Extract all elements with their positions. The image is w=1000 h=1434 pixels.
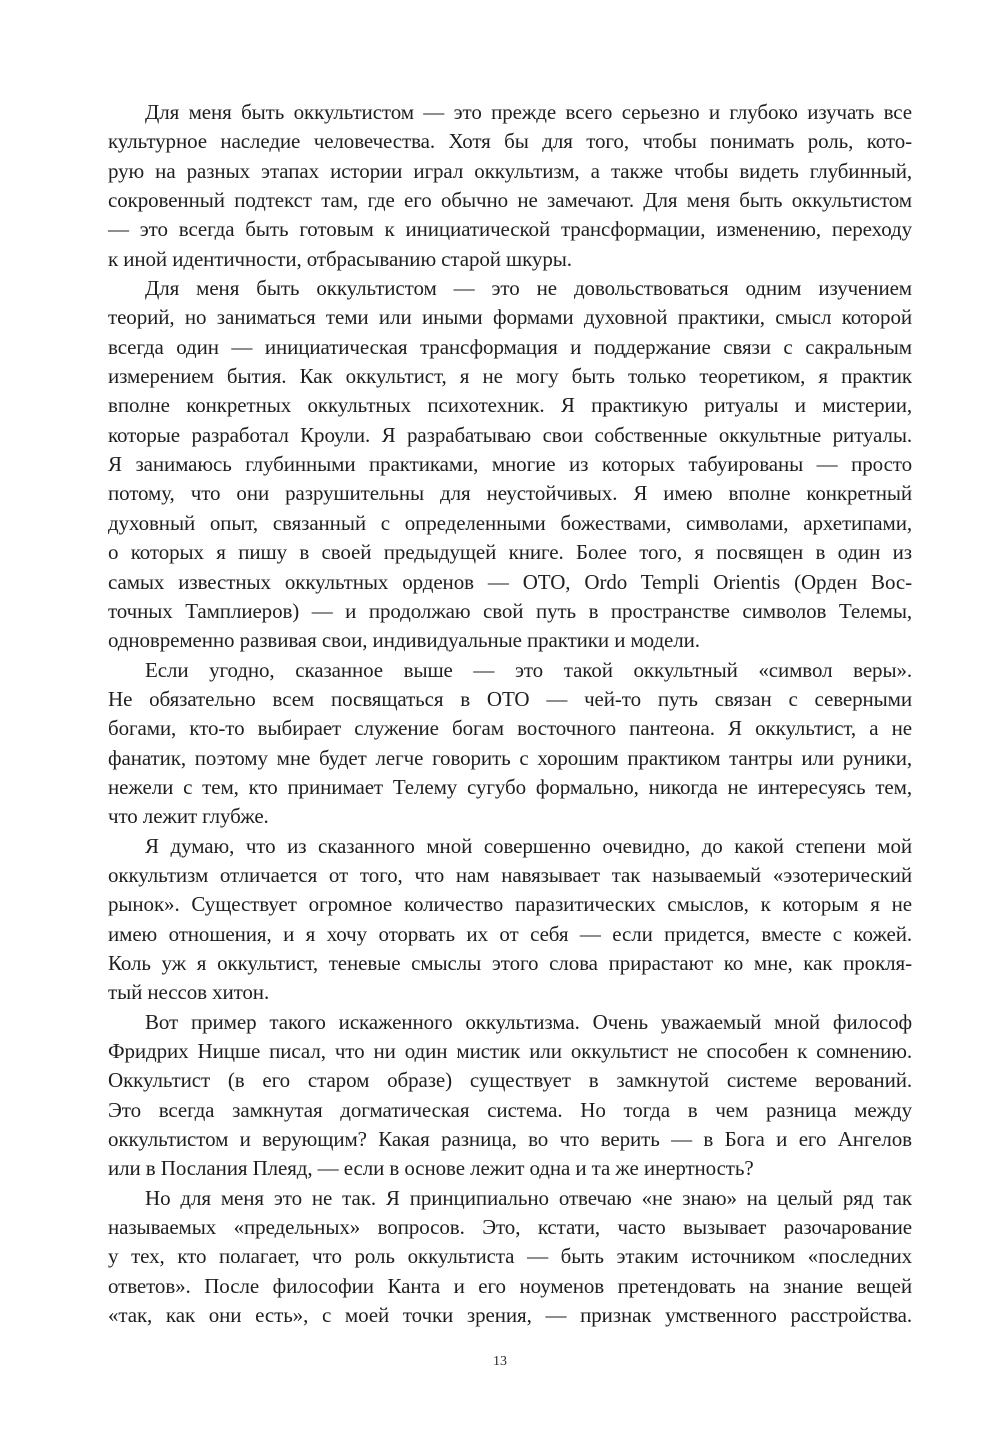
body-text xyxy=(108,98,912,1330)
text-line: культурное наследие человечества. Хотя бы для того, чтобы понимать роль, кото- xyxy=(108,129,912,154)
text-line: — это всегда быть готовым к инициатической трансформации, изменению, переходу xyxy=(108,217,912,242)
text-line: к иной идентичности, отбрасыванию старой шкуры. xyxy=(108,246,572,271)
text-line: Если угодно, сказанное выше — это такой оккультный «символ веры». xyxy=(145,657,912,682)
text-line: о которых я пишу в своей предыдущей книге. Более того, я посвящен в один из xyxy=(108,540,912,565)
text-line: Для меня быть оккультистом — это не довольствоваться одним изучением xyxy=(145,276,912,301)
text-line: Фридрих Ницше писал, что ни один мистик или оккультист не способен к сомнению. xyxy=(108,1039,912,1063)
text-line: потому, что они разрушительны для неустойчивых. Я имею вполне конкретный xyxy=(108,481,912,506)
text-line: духовный опыт, связанный с определенными божествами, символами, архетипами, xyxy=(108,510,912,535)
text-line: самых известных оккультных орденов — ОТО, Ordo Templi Orientis (Орден Вос- xyxy=(108,569,912,594)
text-line: богами, кто-то выбирает служение богам восточного пантеона. Я оккультист, а не xyxy=(108,716,912,741)
text-line: или в Послания Плеяд, — если в основе лежит одна и та же инертность? xyxy=(108,1156,754,1181)
text-line: нежели с тем, кто принимает Телему сугубо формально, никогда не интересуясь тем, xyxy=(108,774,912,799)
text-line: Я занимаюсь глубинными практиками, многие из которых табуированы — просто xyxy=(108,452,912,477)
paragraph-6 xyxy=(108,1184,912,1331)
paragraph-4 xyxy=(108,832,912,1008)
text-line: Но для меня это не так. Я принципиально отвечаю «не знаю» на целый ряд так xyxy=(145,1185,912,1210)
text-line: «так, как они есть», с моей точки зрения, — признак умственного расстройства. xyxy=(108,1303,912,1328)
text-line: Оккультист (в его старом образе) существует в замкнутой системе верований. xyxy=(108,1068,912,1093)
text-line: оккультистом и верующим? Какая разница, во что верить — в Бога и его Ангелов xyxy=(108,1127,912,1152)
text-line: оккультизм отличается от того, что нам навязывает так называемый «эзотерический xyxy=(108,862,912,887)
text-line: Коль уж я оккультист, теневые смыслы этого слова прирастают ко мне, как прокля- xyxy=(108,950,912,975)
paragraph-5 xyxy=(108,1008,912,1184)
text-line: точных Тамплиеров) — и продолжаю свой путь в пространстве символов Телемы, xyxy=(108,598,912,623)
text-line: ответов». После философии Канта и его ноуменов претендовать на знание вещей xyxy=(108,1273,912,1298)
text-line: всегда один — инициатическая трансформация и поддержание связи с сакральным xyxy=(108,334,912,359)
text-line: называемых «предельных» вопросов. Это, кстати, часто вызывает разочарование xyxy=(108,1215,912,1240)
text-line: Я думаю, что из сказанного мной совершенно очевидно, до какой степени мой xyxy=(145,833,912,858)
text-line: имею отношения, и я хочу оторвать их от себя — если придется, вместе с кожей. xyxy=(108,921,912,946)
paragraph-3 xyxy=(108,656,912,832)
paragraph-2 xyxy=(108,274,912,655)
text-line: у тех, кто полагает, что роль оккультиста — быть этаким источником «последних xyxy=(108,1244,912,1269)
text-line: рую на разных этапах истории играл оккультизм, а также чтобы видеть глубинный, xyxy=(108,158,912,183)
text-line: сокровенный подтекст там, где его обычно не замечают. Для меня быть оккультистом xyxy=(108,188,912,213)
text-line: вполне конкретных оккультных психотехник. Я практикую ритуалы и мистерии, xyxy=(108,393,912,418)
page-number: 13 xyxy=(493,1354,507,1369)
text-line: фанатик, поэтому мне будет легче говорить с хорошим практиком тантры или руники, xyxy=(108,745,912,770)
text-line: измерением бытия. Как оккультист, я не могу быть только теоретиком, я практик xyxy=(108,364,912,389)
text-line: тый нессов хитон. xyxy=(108,980,270,1005)
text-line: рынок». Существует огромное количество паразитических смыслов, к которым я не xyxy=(108,892,912,917)
text-line: Вот пример такого искаженного оккультизма. Очень уважаемый мной философ xyxy=(145,1009,912,1034)
paragraph-1 xyxy=(108,98,912,274)
text-line: Для меня быть оккультистом — это прежде всего серьезно и глубоко изучать все xyxy=(145,100,912,124)
text-line: которые разработал Кроули. Я разрабатываю свои собственные оккультные ритуалы. xyxy=(108,422,912,447)
text-line: Не обязательно всем посвящаться в ОТО — чей-то путь связан с северными xyxy=(108,686,912,711)
text-line: что лежит глубже. xyxy=(108,804,269,829)
text-line: одновременно развивая свои, индивидуальные практики и модели. xyxy=(108,628,700,653)
text-line: теорий, но заниматься теми или иными формами духовной практики, смысл которой xyxy=(108,305,912,330)
text-line: Это всегда замкнутая догматическая система. Но тогда в чем разница между xyxy=(108,1097,912,1122)
